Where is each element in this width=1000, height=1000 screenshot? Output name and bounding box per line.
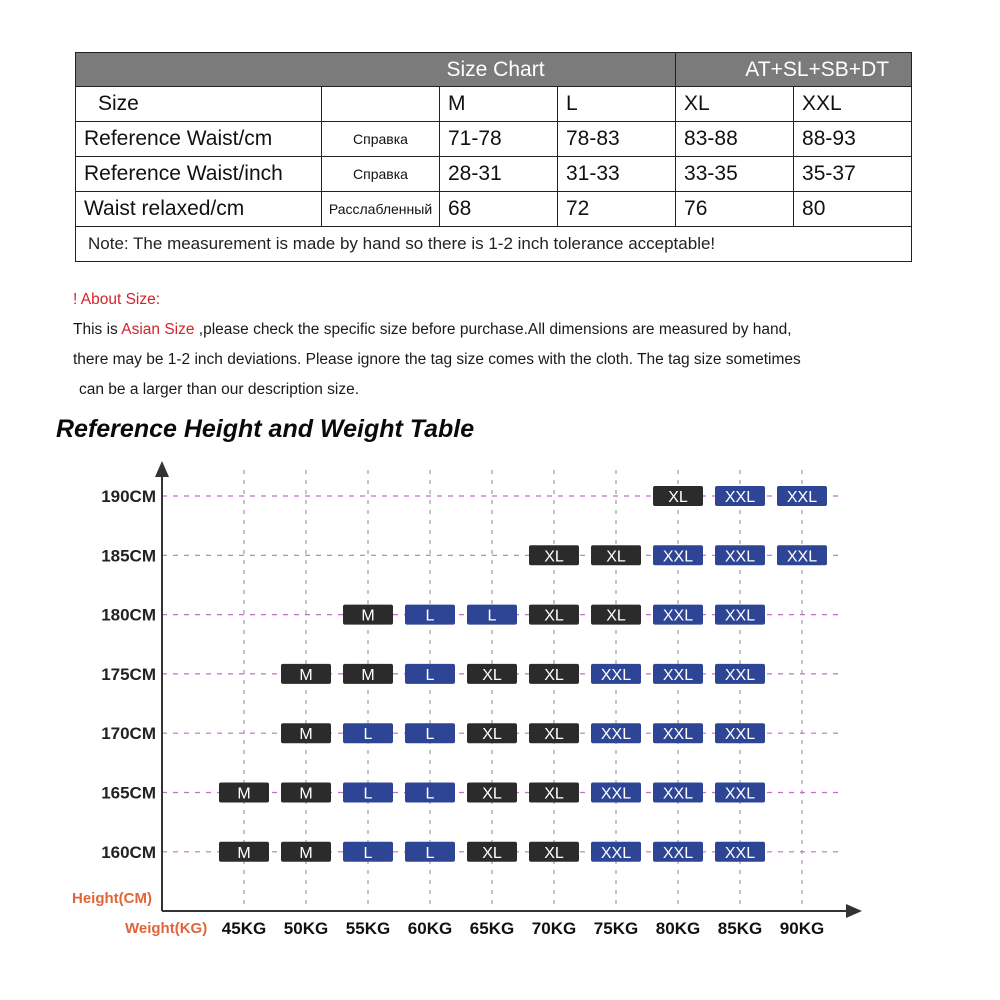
- note-row: [76, 227, 912, 262]
- size-row: [76, 87, 912, 122]
- x-tick-label: 85KG: [717, 919, 763, 938]
- chart-title: Reference Height and Weight Table: [56, 415, 475, 443]
- row-ru-label: Справка: [322, 157, 440, 192]
- row-label: Reference Waist/inch: [76, 157, 322, 192]
- x-tick-label: 75KG: [593, 919, 639, 938]
- about-size-title: ! About Size:: [73, 291, 161, 308]
- size-row-label: Size: [76, 87, 322, 122]
- tolerance-note: Note: The measurement is made by hand so there is 1-2 inch tolerance acceptable!: [76, 227, 912, 262]
- size-cell-label: L: [363, 726, 373, 744]
- table-cell: 31-33: [558, 157, 676, 192]
- size-cell-label: XXL: [724, 785, 756, 803]
- size-cell-label: XXL: [662, 844, 694, 862]
- size-row-ru: [322, 87, 440, 122]
- y-tick-label: 190CM: [101, 487, 156, 506]
- size-m: M: [440, 87, 558, 122]
- table-row: [76, 157, 912, 192]
- size-chart-code: AT+SL+SB+DT: [676, 53, 912, 87]
- x-tick-label: 60KG: [407, 919, 453, 938]
- about-line-1-prefix: This is: [73, 321, 122, 338]
- table-cell: 83-88: [676, 122, 794, 157]
- x-tick-label: 70KG: [531, 919, 577, 938]
- about-line-2: there may be 1-2 inch deviations. Please ignore the tag size comes with the cloth. The tag size sometimes: [73, 351, 801, 368]
- x-tick-label: 65KG: [469, 919, 515, 938]
- size-xl: XL: [676, 87, 794, 122]
- x-tick-label: 80KG: [655, 919, 701, 938]
- size-cell-label: M: [361, 607, 375, 625]
- size-cell-label: M: [237, 785, 251, 803]
- size-chart-table: [75, 52, 912, 262]
- size-cell-label: M: [299, 785, 313, 803]
- size-cell-label: L: [487, 607, 497, 625]
- size-cell-label: XL: [668, 489, 688, 506]
- size-cell-label: XL: [482, 844, 502, 862]
- table-cell: 28-31: [440, 157, 558, 192]
- table-cell: 35-37: [794, 157, 912, 192]
- size-cell-label: XXL: [662, 726, 694, 744]
- size-cell-label: M: [299, 844, 313, 862]
- table-cell: 71-78: [440, 122, 558, 157]
- y-tick-label: 185CM: [101, 546, 156, 566]
- row-label: Waist relaxed/cm: [76, 192, 322, 227]
- size-cell-label: XXL: [600, 844, 632, 862]
- size-cell-label: XL: [606, 607, 626, 625]
- size-chart-title: Size Chart: [76, 53, 676, 87]
- size-cell-label: XL: [482, 726, 502, 744]
- y-tick-label: 170CM: [101, 724, 156, 744]
- x-axis-label: Weight(KG): [125, 920, 208, 937]
- size-cell-label: L: [363, 844, 373, 862]
- size-cell-label: XXL: [724, 489, 756, 506]
- size-cell-label: XXL: [600, 726, 632, 744]
- size-cell-label: XXL: [662, 666, 694, 684]
- size-cell-label: XXL: [724, 726, 756, 744]
- size-cell-label: XL: [544, 844, 564, 862]
- table-cell: 33-35: [676, 157, 794, 192]
- x-tick-label: 45KG: [221, 919, 267, 938]
- size-cell-label: XXL: [600, 666, 632, 684]
- size-cell-label: M: [299, 666, 313, 684]
- size-cell-label: M: [361, 666, 375, 684]
- size-cell-label: L: [425, 726, 435, 744]
- y-tick-label: 165CM: [101, 783, 156, 803]
- size-cell-label: M: [237, 844, 251, 862]
- size-cell-label: XL: [544, 607, 564, 625]
- row-ru-label: Справка: [322, 122, 440, 157]
- y-tick-label: 175CM: [101, 664, 156, 684]
- size-cell-label: XL: [544, 548, 564, 566]
- table-row: [76, 192, 912, 227]
- table-cell: 80: [794, 192, 912, 227]
- about-size-section: [73, 285, 963, 405]
- row-ru-label: Расслабленный: [322, 192, 440, 227]
- y-tick-label: 160CM: [101, 842, 156, 862]
- x-axis-arrow: [846, 904, 862, 918]
- size-cell-label: XXL: [724, 844, 756, 862]
- size-xxl: XXL: [794, 87, 912, 122]
- size-cell-label: XXL: [662, 548, 694, 566]
- size-cell-label: XL: [606, 548, 626, 566]
- size-cell-label: L: [425, 844, 435, 862]
- table-cell: 76: [676, 192, 794, 227]
- size-cell-label: XL: [544, 666, 564, 684]
- about-line-1-suffix: ,please check the specific size before purchase.All dimensions are measured by hand,: [194, 321, 792, 338]
- table-cell: 78-83: [558, 122, 676, 157]
- size-cell-label: XL: [544, 726, 564, 744]
- y-axis-arrow: [155, 461, 169, 477]
- y-axis-label: Height(CM): [72, 890, 152, 907]
- size-cell-label: XXL: [724, 548, 756, 566]
- table-row: [76, 122, 912, 157]
- x-tick-label: 50KG: [283, 919, 329, 938]
- size-cell-label: L: [425, 666, 435, 684]
- table-cell: 68: [440, 192, 558, 227]
- size-cell-label: XXL: [786, 548, 818, 566]
- size-l: L: [558, 87, 676, 122]
- size-cell-label: XXL: [662, 607, 694, 625]
- size-cell-label: L: [425, 785, 435, 803]
- size-cell-label: XXL: [600, 785, 632, 803]
- height-weight-chart: [0, 440, 1000, 1000]
- size-cell-label: L: [425, 607, 435, 625]
- table-cell: 72: [558, 192, 676, 227]
- about-line-1: [73, 315, 963, 345]
- size-cell-label: XL: [482, 785, 502, 803]
- x-tick-label: 55KG: [345, 919, 391, 938]
- size-cell-label: XXL: [724, 666, 756, 684]
- asian-size-highlight: Asian Size: [121, 321, 195, 338]
- size-cell-label: L: [363, 785, 373, 803]
- size-cell-label: XXL: [786, 489, 818, 506]
- size-cell-label: XL: [482, 666, 502, 684]
- y-tick-label: 180CM: [101, 605, 156, 625]
- size-cell-label: M: [299, 726, 313, 744]
- row-label: Reference Waist/cm: [76, 122, 322, 157]
- size-cell-label: XXL: [662, 785, 694, 803]
- size-cell-label: XXL: [724, 607, 756, 625]
- about-line-3: can be a larger than our description size.: [79, 381, 360, 398]
- x-tick-label: 90KG: [779, 919, 825, 938]
- size-cell-label: XL: [544, 785, 564, 803]
- table-cell: 88-93: [794, 122, 912, 157]
- size-chart-header: [76, 53, 912, 87]
